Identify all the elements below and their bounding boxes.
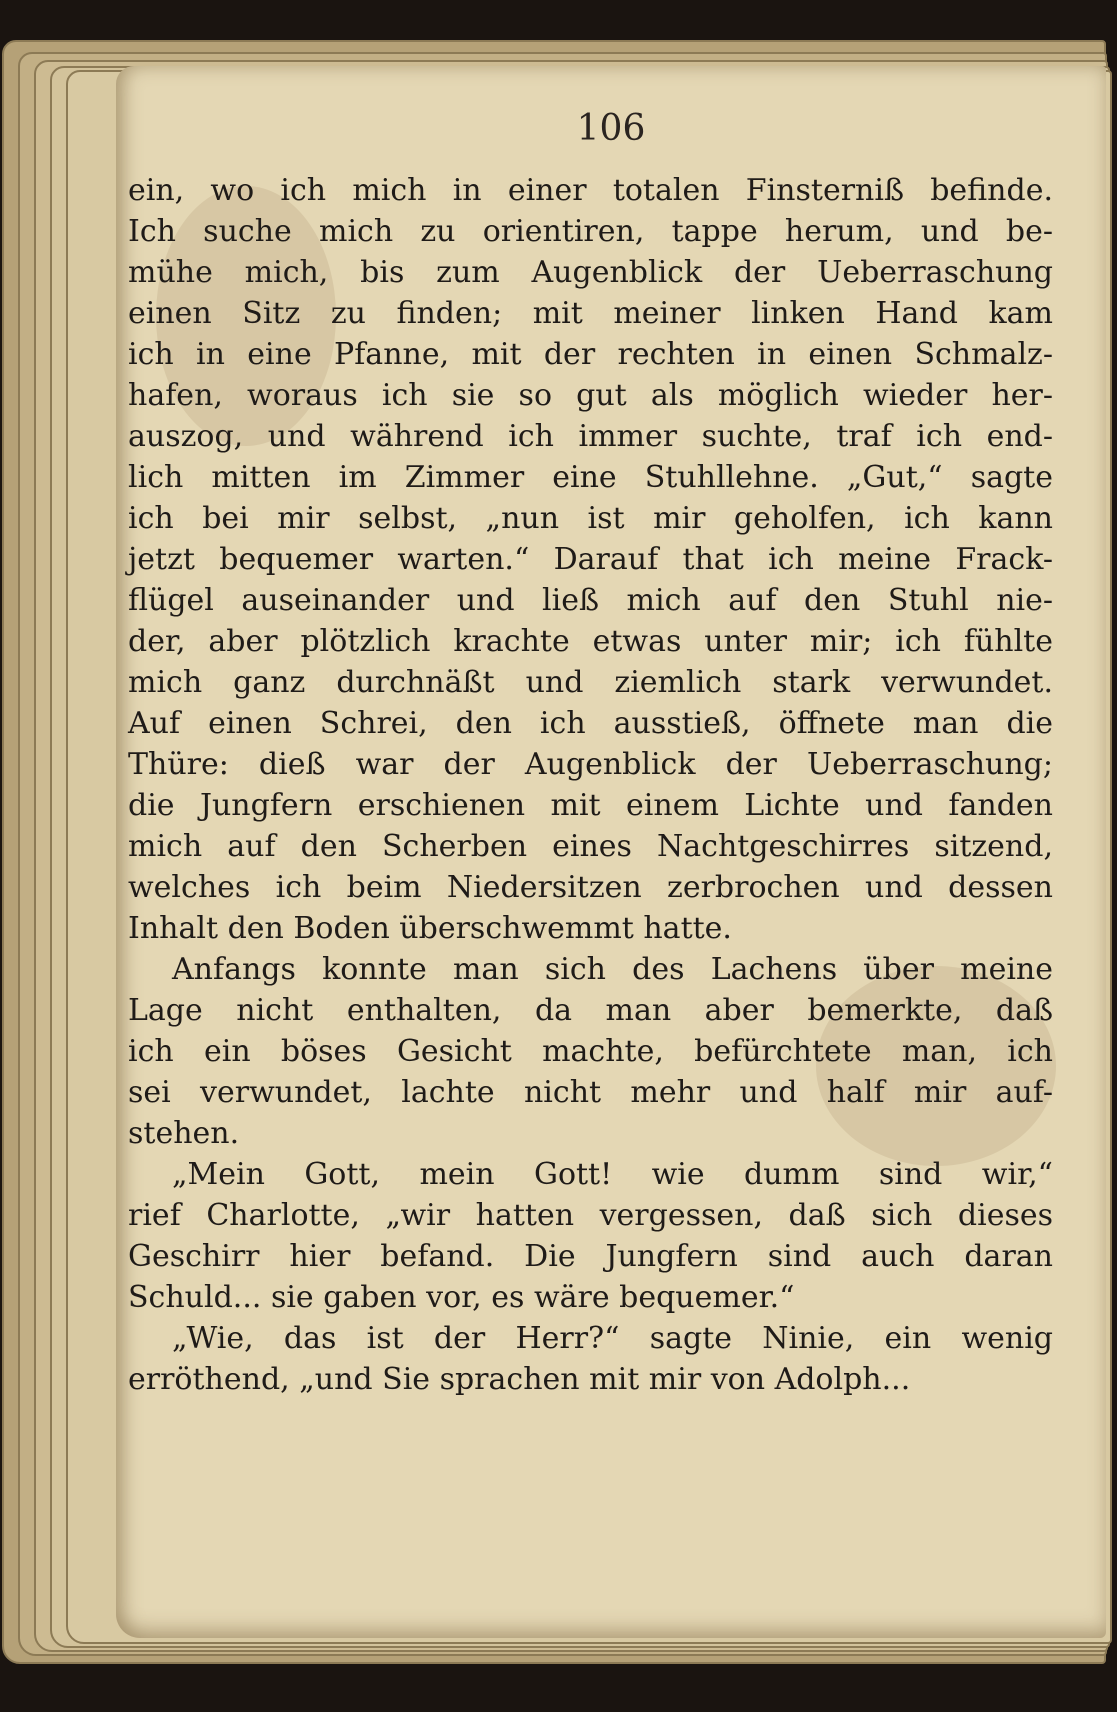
- text-line: Geschirr hier befand. Die Jungfern sind auch daran: [128, 1239, 1053, 1274]
- text-line: Thüre: dieß war der Augenblick der Ueberraschung;: [128, 747, 1053, 782]
- text-line: ich in eine Pfanne, mit der rechten in einen Schmalz-: [128, 337, 1053, 372]
- paragraph: [128, 1318, 1053, 1400]
- text-line: mich ganz durchnäßt und ziemlich stark verwundet.: [128, 665, 1053, 700]
- text-line: mühe mich, bis zum Augenblick der Ueberraschung: [128, 255, 1053, 290]
- text-line: ein, wo ich mich in einer totalen Finsterniß befinde.: [128, 173, 1053, 208]
- text-line: „Wie, das ist der Herr?“ sagte Ninie, ein wenig: [172, 1321, 1053, 1356]
- text-line: hafen, woraus ich sie so gut als möglich wieder her-: [128, 378, 1053, 413]
- text-line: Schuld... sie gaben vor, es wäre bequemer.“: [128, 1280, 795, 1315]
- paragraph: [128, 170, 1053, 949]
- text-line: flügel auseinander und ließ mich auf den Stuhl nie-: [128, 583, 1053, 618]
- page-number: 106: [576, 108, 646, 149]
- text-line: rief Charlotte, „wir hatten vergessen, daß sich dieses: [128, 1198, 1053, 1233]
- body-text: [128, 170, 1053, 1400]
- text-line: stehen.: [128, 1116, 240, 1151]
- text-line: erröthend, „und Sie sprachen mit mir von Adolph...: [128, 1362, 911, 1397]
- text-line: auszog, und während ich immer suchte, traf ich end-: [128, 419, 1053, 454]
- text-line: die Jungfern erschienen mit einem Lichte und fanden: [128, 788, 1053, 823]
- text-line: Inhalt den Boden überschwemmt hatte.: [128, 911, 732, 946]
- text-line: einen Sitz zu finden; mit meiner linken Hand kam: [128, 296, 1053, 331]
- paragraph: [128, 1154, 1053, 1318]
- text-line: der, aber plötzlich krachte etwas unter mir; ich fühlte: [128, 624, 1053, 659]
- text-line: welches ich beim Niedersitzen zerbrochen und dessen: [128, 870, 1053, 905]
- text-line: Lage nicht enthalten, da man aber bemerkte, daß: [128, 993, 1053, 1028]
- text-line: mich auf den Scherben eines Nachtgeschirres sitzend,: [128, 829, 1053, 864]
- text-line: jetzt bequemer warten.“ Darauf that ich meine Frack-: [128, 542, 1053, 577]
- paragraph: [128, 949, 1053, 1154]
- text-line: „Mein Gott, mein Gott! wie dumm sind wir,“: [172, 1157, 1053, 1192]
- text-line: ich bei mir selbst, „nun ist mir geholfen, ich kann: [128, 501, 1053, 536]
- text-line: Ich suche mich zu orientiren, tappe herum, und be-: [128, 214, 1053, 249]
- text-line: lich mitten im Zimmer eine Stuhllehne. „Gut,“ sagte: [128, 460, 1053, 495]
- text-line: Anfangs konnte man sich des Lachens über meine: [172, 952, 1053, 987]
- text-line: sei verwundet, lachte nicht mehr und half mir auf-: [128, 1075, 1053, 1110]
- text-line: Auf einen Schrei, den ich ausstieß, öffnete man die: [128, 706, 1053, 741]
- text-line: ich ein böses Gesicht machte, befürchtete man, ich: [128, 1034, 1053, 1069]
